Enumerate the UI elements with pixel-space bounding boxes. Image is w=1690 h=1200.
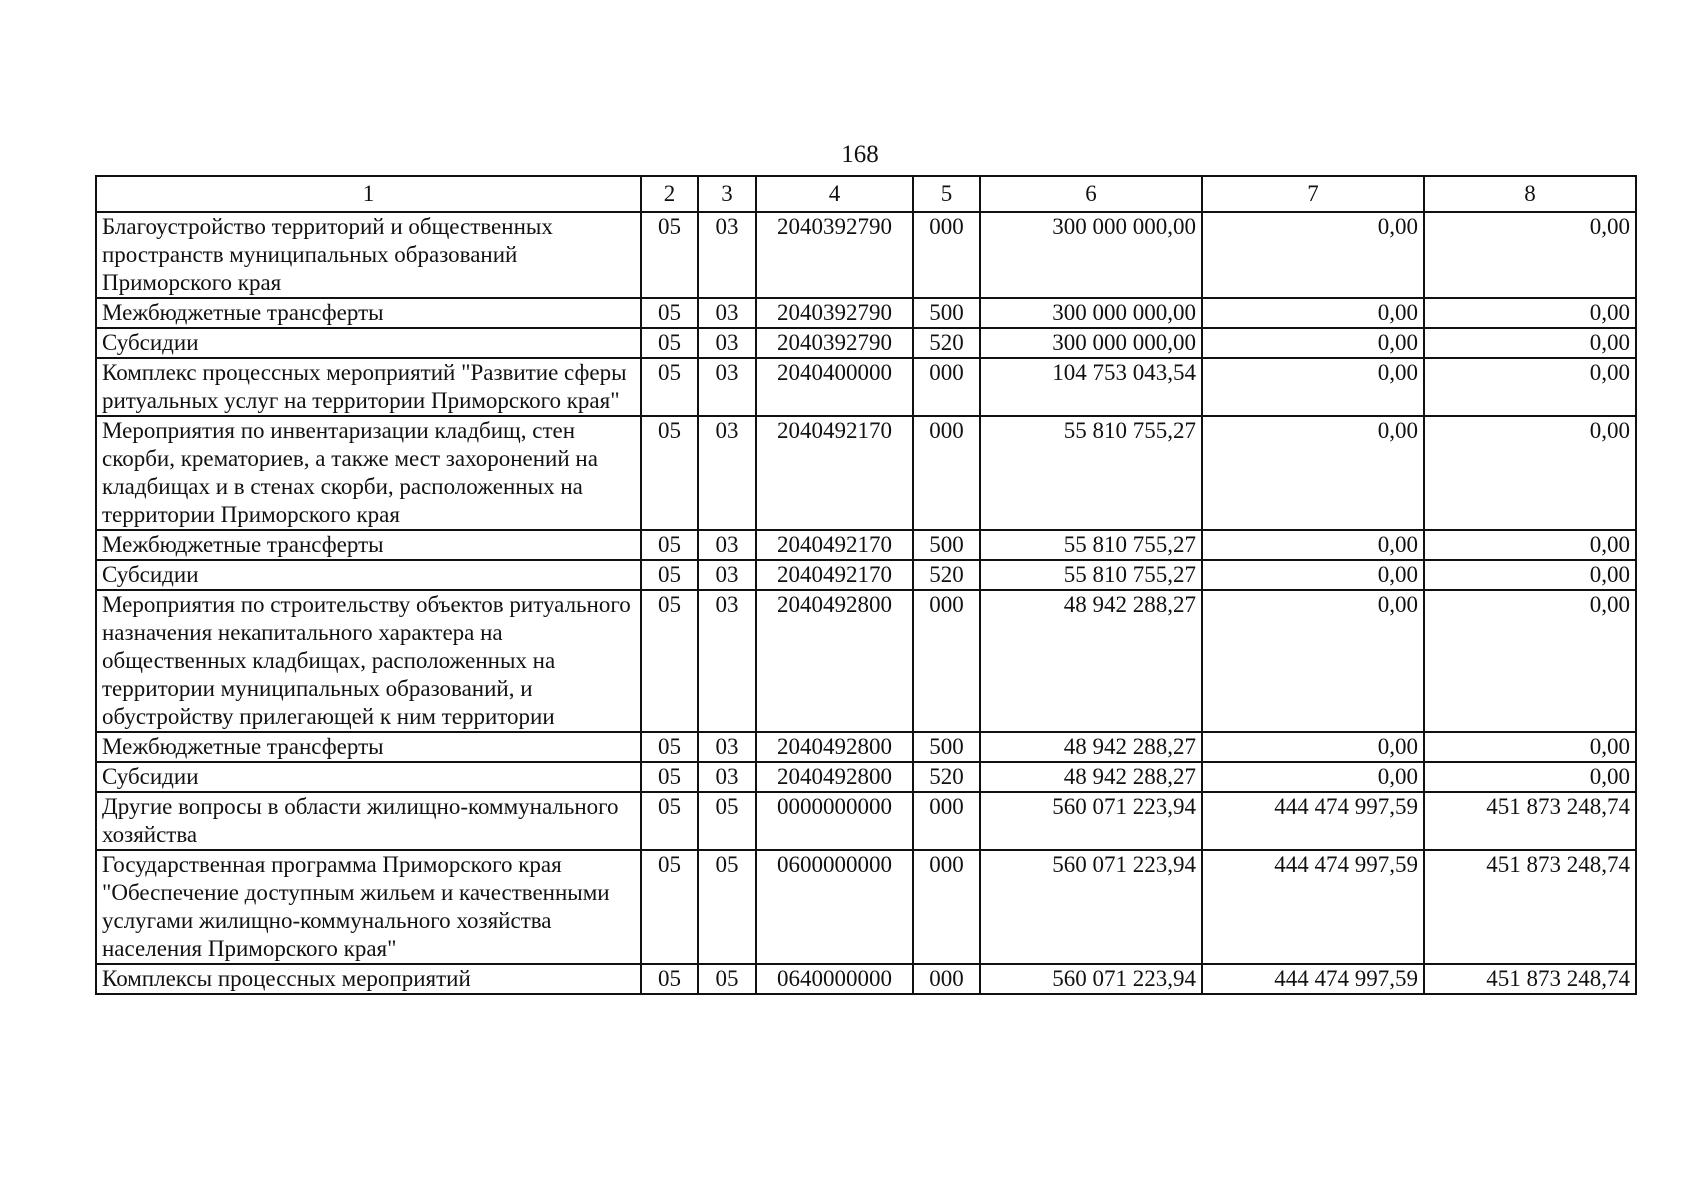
row-expense-type: 500 — [913, 298, 980, 328]
header-cell-2: 2 — [641, 176, 698, 212]
table-row — [96, 590, 1636, 732]
row-name: Межбюджетные трансферты — [96, 530, 641, 560]
row-subsection: 05 — [698, 792, 756, 850]
row-section: 05 — [641, 964, 698, 994]
row-expense-type: 000 — [913, 964, 980, 994]
row-name: Комплекс процессных мероприятий "Развитие сферы ритуальных услуг на территории Приморского края" — [96, 358, 641, 416]
header-cell-8: 8 — [1424, 176, 1636, 212]
row-amount-7: 0,00 — [1202, 762, 1424, 792]
row-target-code: 2040492800 — [756, 732, 913, 762]
row-name: Комплексы процессных мероприятий — [96, 964, 641, 994]
row-amount-6: 48 942 288,27 — [980, 732, 1202, 762]
row-subsection: 03 — [698, 530, 756, 560]
table-row — [96, 792, 1636, 850]
row-section: 05 — [641, 560, 698, 590]
row-amount-6: 300 000 000,00 — [980, 328, 1202, 358]
row-subsection: 03 — [698, 212, 756, 298]
table-row — [96, 850, 1636, 964]
budget-table — [95, 175, 1637, 995]
row-subsection: 03 — [698, 358, 756, 416]
row-name: Межбюджетные трансферты — [96, 732, 641, 762]
row-amount-8: 0,00 — [1424, 328, 1636, 358]
row-amount-7: 0,00 — [1202, 328, 1424, 358]
row-subsection: 03 — [698, 298, 756, 328]
row-section: 05 — [641, 732, 698, 762]
row-section: 05 — [641, 358, 698, 416]
row-section: 05 — [641, 416, 698, 530]
row-amount-6: 48 942 288,27 — [980, 762, 1202, 792]
row-name: Другие вопросы в области жилищно-коммунального хозяйства — [96, 792, 641, 850]
row-subsection: 03 — [698, 416, 756, 530]
row-amount-8: 451 873 248,74 — [1424, 850, 1636, 964]
row-subsection: 03 — [698, 762, 756, 792]
row-subsection: 03 — [698, 560, 756, 590]
row-amount-7: 0,00 — [1202, 298, 1424, 328]
row-target-code: 0600000000 — [756, 850, 913, 964]
row-subsection: 05 — [698, 850, 756, 964]
row-amount-8: 0,00 — [1424, 358, 1636, 416]
row-amount-8: 0,00 — [1424, 590, 1636, 732]
row-amount-6: 300 000 000,00 — [980, 212, 1202, 298]
row-target-code: 2040392790 — [756, 298, 913, 328]
row-expense-type: 500 — [913, 732, 980, 762]
row-name: Субсидии — [96, 560, 641, 590]
row-section: 05 — [641, 298, 698, 328]
row-expense-type: 520 — [913, 328, 980, 358]
table-row — [96, 416, 1636, 530]
row-amount-8: 0,00 — [1424, 530, 1636, 560]
table-row — [96, 328, 1636, 358]
row-name: Межбюджетные трансферты — [96, 298, 641, 328]
row-amount-6: 300 000 000,00 — [980, 298, 1202, 328]
row-amount-7: 0,00 — [1202, 732, 1424, 762]
page-number: 168 — [841, 141, 879, 168]
row-target-code: 2040492800 — [756, 590, 913, 732]
header-cell-7: 7 — [1202, 176, 1424, 212]
row-amount-6: 55 810 755,27 — [980, 530, 1202, 560]
table-row — [96, 560, 1636, 590]
header-cell-1: 1 — [96, 176, 641, 212]
row-section: 05 — [641, 792, 698, 850]
row-amount-6: 48 942 288,27 — [980, 590, 1202, 732]
row-name: Субсидии — [96, 762, 641, 792]
row-amount-8: 0,00 — [1424, 212, 1636, 298]
row-target-code: 2040400000 — [756, 358, 913, 416]
row-amount-6: 55 810 755,27 — [980, 560, 1202, 590]
row-target-code: 2040392790 — [756, 212, 913, 298]
row-name: Благоустройство территорий и общественных пространств муниципальных образований Приморского края — [96, 212, 641, 298]
row-subsection: 03 — [698, 328, 756, 358]
row-subsection: 03 — [698, 732, 756, 762]
row-amount-7: 0,00 — [1202, 212, 1424, 298]
row-amount-6: 560 071 223,94 — [980, 850, 1202, 964]
row-expense-type: 500 — [913, 530, 980, 560]
header-cell-4: 4 — [756, 176, 913, 212]
row-amount-7: 444 474 997,59 — [1202, 964, 1424, 994]
row-target-code: 0640000000 — [756, 964, 913, 994]
row-amount-7: 0,00 — [1202, 416, 1424, 530]
row-name: Мероприятия по строительству объектов ритуального назначения некапитального характера на общественных кладбищах, расположенных на территории муниципальных образований, и обустройству прилегающей к ним территории — [96, 590, 641, 732]
row-target-code: 2040392790 — [756, 328, 913, 358]
row-section: 05 — [641, 530, 698, 560]
row-section: 05 — [641, 850, 698, 964]
row-amount-6: 560 071 223,94 — [980, 792, 1202, 850]
row-section: 05 — [641, 212, 698, 298]
row-amount-6: 104 753 043,54 — [980, 358, 1202, 416]
row-section: 05 — [641, 762, 698, 792]
row-amount-8: 0,00 — [1424, 762, 1636, 792]
row-expense-type: 000 — [913, 416, 980, 530]
header-row — [96, 176, 1636, 212]
row-expense-type: 520 — [913, 560, 980, 590]
row-amount-7: 0,00 — [1202, 358, 1424, 416]
row-section: 05 — [641, 328, 698, 358]
row-amount-6: 560 071 223,94 — [980, 964, 1202, 994]
row-amount-8: 451 873 248,74 — [1424, 792, 1636, 850]
row-target-code: 2040492170 — [756, 416, 913, 530]
row-expense-type: 000 — [913, 850, 980, 964]
row-amount-7: 0,00 — [1202, 590, 1424, 732]
header-cell-3: 3 — [698, 176, 756, 212]
row-amount-8: 451 873 248,74 — [1424, 964, 1636, 994]
table-row — [96, 732, 1636, 762]
row-expense-type: 000 — [913, 590, 980, 732]
row-subsection: 03 — [698, 590, 756, 732]
header-cell-5: 5 — [913, 176, 980, 212]
row-amount-8: 0,00 — [1424, 732, 1636, 762]
row-amount-7: 0,00 — [1202, 560, 1424, 590]
row-name: Субсидии — [96, 328, 641, 358]
table-row — [96, 964, 1636, 994]
table-row — [96, 358, 1636, 416]
header-cell-6: 6 — [980, 176, 1202, 212]
row-expense-type: 520 — [913, 762, 980, 792]
row-target-code: 2040492170 — [756, 530, 913, 560]
table-row — [96, 762, 1636, 792]
row-name: Мероприятия по инвентаризации кладбищ, стен скорби, крематориев, а также мест захоронений на кладбищах и в стенах скорби, расположенных на территории Приморского края — [96, 416, 641, 530]
row-subsection: 05 — [698, 964, 756, 994]
row-section: 05 — [641, 590, 698, 732]
table-row — [96, 212, 1636, 298]
row-expense-type: 000 — [913, 358, 980, 416]
row-name: Государственная программа Приморского края "Обеспечение доступным жильем и качественными услугами жилищно-коммунального хозяйства населения Приморского края" — [96, 850, 641, 964]
row-target-code: 2040492800 — [756, 762, 913, 792]
table-row — [96, 530, 1636, 560]
row-expense-type: 000 — [913, 212, 980, 298]
row-amount-8: 0,00 — [1424, 416, 1636, 530]
row-target-code: 2040492170 — [756, 560, 913, 590]
row-amount-7: 0,00 — [1202, 530, 1424, 560]
row-amount-6: 55 810 755,27 — [980, 416, 1202, 530]
row-target-code: 0000000000 — [756, 792, 913, 850]
row-expense-type: 000 — [913, 792, 980, 850]
row-amount-7: 444 474 997,59 — [1202, 792, 1424, 850]
row-amount-8: 0,00 — [1424, 560, 1636, 590]
row-amount-8: 0,00 — [1424, 298, 1636, 328]
row-amount-7: 444 474 997,59 — [1202, 850, 1424, 964]
table-row — [96, 298, 1636, 328]
